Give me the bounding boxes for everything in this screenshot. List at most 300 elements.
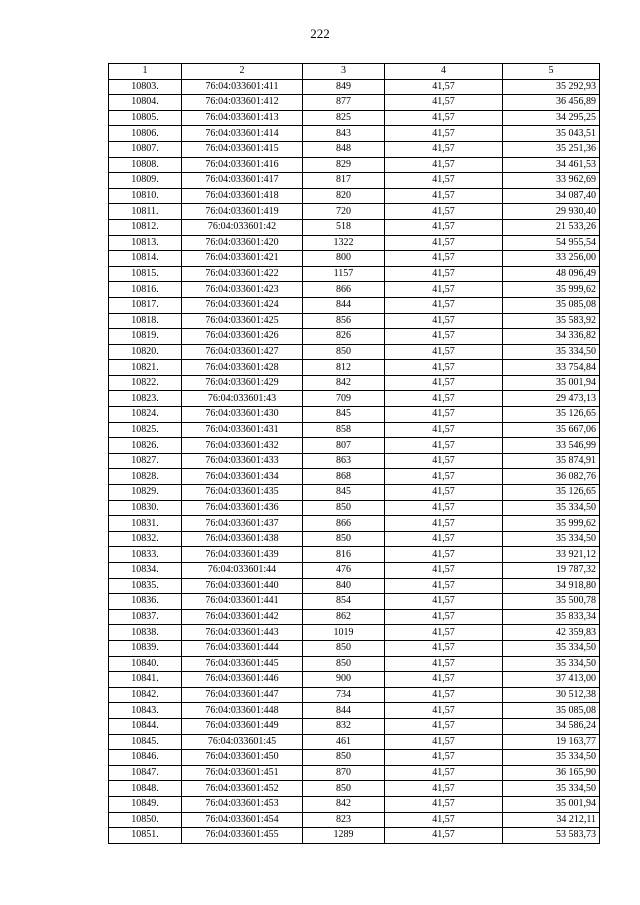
area-cell: 800 (303, 251, 385, 267)
row-number-cell: 10819. (109, 329, 182, 345)
amount-cell: 29 473,13 (503, 391, 600, 407)
rate-cell: 41,57 (385, 313, 503, 329)
table-row (109, 750, 600, 766)
amount-cell: 35 334,50 (503, 531, 600, 547)
cadastral-number-cell: 76:04:033601:429 (182, 375, 303, 391)
row-number-cell: 10836. (109, 594, 182, 610)
amount-cell: 36 456,89 (503, 95, 600, 111)
cadastral-number-cell: 76:04:033601:433 (182, 453, 303, 469)
amount-cell: 53 583,73 (503, 828, 600, 844)
rate-cell: 41,57 (385, 360, 503, 376)
area-cell: 850 (303, 344, 385, 360)
row-number-cell: 10830. (109, 500, 182, 516)
table-row (109, 812, 600, 828)
table-row (109, 282, 600, 298)
row-number-cell: 10815. (109, 266, 182, 282)
row-number-cell: 10840. (109, 656, 182, 672)
cadastral-number-cell: 76:04:033601:451 (182, 765, 303, 781)
table-row (109, 173, 600, 189)
rate-cell: 41,57 (385, 703, 503, 719)
rate-cell: 41,57 (385, 219, 503, 235)
cadastral-number-cell: 76:04:033601:428 (182, 360, 303, 376)
cadastral-number-cell: 76:04:033601:452 (182, 781, 303, 797)
row-number-cell: 10845. (109, 734, 182, 750)
cadastral-number-cell: 76:04:033601:454 (182, 812, 303, 828)
rate-cell: 41,57 (385, 500, 503, 516)
row-number-cell: 10838. (109, 625, 182, 641)
row-number-cell: 10849. (109, 796, 182, 812)
rate-cell: 41,57 (385, 828, 503, 844)
table-row (109, 126, 600, 142)
table-row (109, 563, 600, 579)
column-header-4: 4 (385, 64, 503, 80)
area-cell: 825 (303, 110, 385, 126)
row-number-cell: 10818. (109, 313, 182, 329)
rate-cell: 41,57 (385, 640, 503, 656)
amount-cell: 33 546,99 (503, 438, 600, 454)
amount-cell: 35 001,94 (503, 796, 600, 812)
cadastral-number-cell: 76:04:033601:450 (182, 750, 303, 766)
rate-cell: 41,57 (385, 687, 503, 703)
amount-cell: 35 043,51 (503, 126, 600, 142)
cadastral-number-cell: 76:04:033601:455 (182, 828, 303, 844)
row-number-cell: 10806. (109, 126, 182, 142)
rate-cell: 41,57 (385, 204, 503, 220)
rate-cell: 41,57 (385, 297, 503, 313)
row-number-cell: 10822. (109, 375, 182, 391)
amount-cell: 35 833,34 (503, 609, 600, 625)
table-row (109, 422, 600, 438)
rate-cell: 41,57 (385, 422, 503, 438)
amount-cell: 35 999,62 (503, 516, 600, 532)
row-number-cell: 10846. (109, 750, 182, 766)
cadastral-number-cell: 76:04:033601:414 (182, 126, 303, 142)
rate-cell: 41,57 (385, 750, 503, 766)
amount-cell: 36 082,76 (503, 469, 600, 485)
row-number-cell: 10843. (109, 703, 182, 719)
table-row (109, 110, 600, 126)
amount-cell: 35 085,08 (503, 703, 600, 719)
rate-cell: 41,57 (385, 95, 503, 111)
row-number-cell: 10842. (109, 687, 182, 703)
row-number-cell: 10847. (109, 765, 182, 781)
area-cell: 807 (303, 438, 385, 454)
amount-cell: 35 334,50 (503, 781, 600, 797)
table-row (109, 531, 600, 547)
rate-cell: 41,57 (385, 516, 503, 532)
rate-cell: 41,57 (385, 609, 503, 625)
rate-cell: 41,57 (385, 547, 503, 563)
cadastral-number-cell: 76:04:033601:413 (182, 110, 303, 126)
amount-cell: 30 512,38 (503, 687, 600, 703)
area-cell: 842 (303, 796, 385, 812)
area-cell: 832 (303, 718, 385, 734)
table-row (109, 79, 600, 95)
amount-cell: 35 126,65 (503, 485, 600, 501)
cadastral-number-cell: 76:04:033601:436 (182, 500, 303, 516)
area-cell: 518 (303, 219, 385, 235)
area-cell: 817 (303, 173, 385, 189)
table-row (109, 95, 600, 111)
table-row (109, 594, 600, 610)
rate-cell: 41,57 (385, 157, 503, 173)
rate-cell: 41,57 (385, 344, 503, 360)
row-number-cell: 10851. (109, 828, 182, 844)
amount-cell: 33 256,00 (503, 251, 600, 267)
area-cell: 848 (303, 141, 385, 157)
rate-cell: 41,57 (385, 110, 503, 126)
area-cell: 858 (303, 422, 385, 438)
rate-cell: 41,57 (385, 453, 503, 469)
amount-cell: 34 586,24 (503, 718, 600, 734)
table-row (109, 578, 600, 594)
amount-cell: 35 001,94 (503, 375, 600, 391)
amount-cell: 54 955,54 (503, 235, 600, 251)
rate-cell: 41,57 (385, 329, 503, 345)
row-number-cell: 10809. (109, 173, 182, 189)
rate-cell: 41,57 (385, 282, 503, 298)
table-row (109, 609, 600, 625)
area-cell: 816 (303, 547, 385, 563)
table-row (109, 765, 600, 781)
cadastral-number-cell: 76:04:033601:415 (182, 141, 303, 157)
row-number-cell: 10814. (109, 251, 182, 267)
cadastral-number-cell: 76:04:033601:417 (182, 173, 303, 189)
table-row (109, 141, 600, 157)
column-header-2: 2 (182, 64, 303, 80)
row-number-cell: 10835. (109, 578, 182, 594)
amount-cell: 35 999,62 (503, 282, 600, 298)
area-cell: 850 (303, 500, 385, 516)
amount-cell: 34 918,80 (503, 578, 600, 594)
area-cell: 842 (303, 375, 385, 391)
cadastral-number-cell: 76:04:033601:435 (182, 485, 303, 501)
area-cell: 709 (303, 391, 385, 407)
rate-cell: 41,57 (385, 796, 503, 812)
table-row (109, 251, 600, 267)
cadastral-number-cell: 76:04:033601:445 (182, 656, 303, 672)
area-cell: 720 (303, 204, 385, 220)
table-row (109, 297, 600, 313)
table-row (109, 219, 600, 235)
table-row (109, 485, 600, 501)
area-cell: 1289 (303, 828, 385, 844)
row-number-cell: 10850. (109, 812, 182, 828)
rate-cell: 41,57 (385, 126, 503, 142)
row-number-cell: 10823. (109, 391, 182, 407)
area-cell: 862 (303, 609, 385, 625)
rate-cell: 41,57 (385, 531, 503, 547)
row-number-cell: 10833. (109, 547, 182, 563)
rate-cell: 41,57 (385, 141, 503, 157)
area-cell: 1157 (303, 266, 385, 282)
amount-cell: 33 962,69 (503, 173, 600, 189)
area-cell: 812 (303, 360, 385, 376)
table-row (109, 796, 600, 812)
cadastral-number-cell: 76:04:033601:45 (182, 734, 303, 750)
area-cell: 476 (303, 563, 385, 579)
rate-cell: 41,57 (385, 235, 503, 251)
cadastral-number-cell: 76:04:033601:424 (182, 297, 303, 313)
page-number: 222 (310, 26, 330, 41)
cadastral-number-cell: 76:04:033601:438 (182, 531, 303, 547)
rate-cell: 41,57 (385, 485, 503, 501)
row-number-cell: 10808. (109, 157, 182, 173)
cadastral-number-cell: 76:04:033601:444 (182, 640, 303, 656)
rate-cell: 41,57 (385, 173, 503, 189)
amount-cell: 35 085,08 (503, 297, 600, 313)
table-row (109, 687, 600, 703)
area-cell: 863 (303, 453, 385, 469)
rate-cell: 41,57 (385, 266, 503, 282)
rate-cell: 41,57 (385, 438, 503, 454)
amount-cell: 34 212,11 (503, 812, 600, 828)
amount-cell: 35 874,91 (503, 453, 600, 469)
amount-cell: 35 334,50 (503, 500, 600, 516)
cadastral-number-cell: 76:04:033601:42 (182, 219, 303, 235)
row-number-cell: 10831. (109, 516, 182, 532)
cadastral-number-cell: 76:04:033601:426 (182, 329, 303, 345)
area-cell: 1322 (303, 235, 385, 251)
table-row (109, 360, 600, 376)
area-cell: 826 (303, 329, 385, 345)
rate-cell: 41,57 (385, 781, 503, 797)
row-number-cell: 10810. (109, 188, 182, 204)
amount-cell: 37 413,00 (503, 672, 600, 688)
row-number-cell: 10827. (109, 453, 182, 469)
table-body (109, 79, 600, 843)
amount-cell: 34 087,40 (503, 188, 600, 204)
row-number-cell: 10825. (109, 422, 182, 438)
amount-cell: 33 754,84 (503, 360, 600, 376)
amount-cell: 36 165,90 (503, 765, 600, 781)
amount-cell: 35 583,92 (503, 313, 600, 329)
rate-cell: 41,57 (385, 563, 503, 579)
row-number-cell: 10805. (109, 110, 182, 126)
amount-cell: 35 334,50 (503, 656, 600, 672)
rate-cell: 41,57 (385, 765, 503, 781)
rate-cell: 41,57 (385, 656, 503, 672)
cadastral-number-cell: 76:04:033601:418 (182, 188, 303, 204)
row-number-cell: 10803. (109, 79, 182, 95)
cadastral-number-cell: 76:04:033601:432 (182, 438, 303, 454)
area-cell: 461 (303, 734, 385, 750)
table-row (109, 391, 600, 407)
table-row (109, 375, 600, 391)
amount-cell: 35 500,78 (503, 594, 600, 610)
cadastral-number-cell: 76:04:033601:439 (182, 547, 303, 563)
amount-cell: 34 295,25 (503, 110, 600, 126)
cadastral-number-cell: 76:04:033601:431 (182, 422, 303, 438)
row-number-cell: 10832. (109, 531, 182, 547)
cadastral-number-cell: 76:04:033601:446 (182, 672, 303, 688)
area-cell: 866 (303, 282, 385, 298)
table-row (109, 329, 600, 345)
table-row (109, 718, 600, 734)
row-number-cell: 10816. (109, 282, 182, 298)
area-cell: 845 (303, 485, 385, 501)
cadastral-number-cell: 76:04:033601:453 (182, 796, 303, 812)
amount-cell: 35 334,50 (503, 344, 600, 360)
amount-cell: 35 667,06 (503, 422, 600, 438)
area-cell: 820 (303, 188, 385, 204)
cadastral-number-cell: 76:04:033601:449 (182, 718, 303, 734)
table-row (109, 781, 600, 797)
cadastral-number-cell: 76:04:033601:425 (182, 313, 303, 329)
table-row (109, 407, 600, 423)
table-row (109, 500, 600, 516)
cadastral-number-cell: 76:04:033601:416 (182, 157, 303, 173)
row-number-cell: 10837. (109, 609, 182, 625)
cadastral-number-cell: 76:04:033601:419 (182, 204, 303, 220)
cadastral-number-cell: 76:04:033601:440 (182, 578, 303, 594)
cadastral-number-cell: 76:04:033601:441 (182, 594, 303, 610)
row-number-cell: 10821. (109, 360, 182, 376)
row-number-cell: 10811. (109, 204, 182, 220)
area-cell: 840 (303, 578, 385, 594)
area-cell: 854 (303, 594, 385, 610)
area-cell: 1019 (303, 625, 385, 641)
area-cell: 823 (303, 812, 385, 828)
area-cell: 734 (303, 687, 385, 703)
row-number-cell: 10839. (109, 640, 182, 656)
area-cell: 868 (303, 469, 385, 485)
row-number-cell: 10848. (109, 781, 182, 797)
area-cell: 829 (303, 157, 385, 173)
table-row (109, 703, 600, 719)
row-number-cell: 10834. (109, 563, 182, 579)
row-number-cell: 10812. (109, 219, 182, 235)
table-row (109, 344, 600, 360)
area-cell: 850 (303, 531, 385, 547)
cadastral-number-cell: 76:04:033601:448 (182, 703, 303, 719)
cadastral-number-cell: 76:04:033601:411 (182, 79, 303, 95)
area-cell: 866 (303, 516, 385, 532)
column-header-3: 3 (303, 64, 385, 80)
row-number-cell: 10817. (109, 297, 182, 313)
table-row (109, 516, 600, 532)
area-cell: 877 (303, 95, 385, 111)
amount-cell: 35 251,36 (503, 141, 600, 157)
cadastral-number-cell: 76:04:033601:422 (182, 266, 303, 282)
table-row (109, 828, 600, 844)
cadastral-number-cell: 76:04:033601:412 (182, 95, 303, 111)
amount-cell: 21 533,26 (503, 219, 600, 235)
table-row (109, 656, 600, 672)
table-row (109, 453, 600, 469)
amount-cell: 35 334,50 (503, 750, 600, 766)
column-header-5: 5 (503, 64, 600, 80)
amount-cell: 48 096,49 (503, 266, 600, 282)
area-cell: 844 (303, 703, 385, 719)
row-number-cell: 10829. (109, 485, 182, 501)
amount-cell: 34 461,53 (503, 157, 600, 173)
rate-cell: 41,57 (385, 578, 503, 594)
amount-cell: 29 930,40 (503, 204, 600, 220)
area-cell: 844 (303, 297, 385, 313)
table-row (109, 266, 600, 282)
table-row (109, 235, 600, 251)
amount-cell: 35 126,65 (503, 407, 600, 423)
rate-cell: 41,57 (385, 625, 503, 641)
cadastral-number-cell: 76:04:033601:434 (182, 469, 303, 485)
area-cell: 843 (303, 126, 385, 142)
area-cell: 850 (303, 750, 385, 766)
row-number-cell: 10820. (109, 344, 182, 360)
row-number-cell: 10844. (109, 718, 182, 734)
amount-cell: 19 163,77 (503, 734, 600, 750)
amount-cell: 42 359,83 (503, 625, 600, 641)
header-row (109, 64, 600, 80)
table-row (109, 625, 600, 641)
amount-cell: 33 921,12 (503, 547, 600, 563)
cadastral-number-cell: 76:04:033601:447 (182, 687, 303, 703)
area-cell: 845 (303, 407, 385, 423)
column-header-1: 1 (109, 64, 182, 80)
cadastral-number-cell: 76:04:033601:420 (182, 235, 303, 251)
rate-cell: 41,57 (385, 594, 503, 610)
row-number-cell: 10804. (109, 95, 182, 111)
cadastral-number-cell: 76:04:033601:437 (182, 516, 303, 532)
cadastral-number-cell: 76:04:033601:442 (182, 609, 303, 625)
rate-cell: 41,57 (385, 672, 503, 688)
row-number-cell: 10841. (109, 672, 182, 688)
table-row (109, 438, 600, 454)
cadastral-number-cell: 76:04:033601:443 (182, 625, 303, 641)
row-number-cell: 10813. (109, 235, 182, 251)
amount-cell: 35 292,93 (503, 79, 600, 95)
table-row (109, 547, 600, 563)
table-row (109, 204, 600, 220)
amount-cell: 34 336,82 (503, 329, 600, 345)
rate-cell: 41,57 (385, 734, 503, 750)
area-cell: 850 (303, 656, 385, 672)
cadastral-number-cell: 76:04:033601:421 (182, 251, 303, 267)
row-number-cell: 10824. (109, 407, 182, 423)
cadastral-number-cell: 76:04:033601:44 (182, 563, 303, 579)
area-cell: 850 (303, 640, 385, 656)
rate-cell: 41,57 (385, 469, 503, 485)
rate-cell: 41,57 (385, 812, 503, 828)
row-number-cell: 10828. (109, 469, 182, 485)
area-cell: 856 (303, 313, 385, 329)
cadastral-number-cell: 76:04:033601:43 (182, 391, 303, 407)
area-cell: 849 (303, 79, 385, 95)
table-row (109, 734, 600, 750)
rate-cell: 41,57 (385, 375, 503, 391)
amount-cell: 35 334,50 (503, 640, 600, 656)
table-row (109, 157, 600, 173)
rate-cell: 41,57 (385, 251, 503, 267)
table-row (109, 469, 600, 485)
rate-cell: 41,57 (385, 79, 503, 95)
cadastral-number-cell: 76:04:033601:423 (182, 282, 303, 298)
table-row (109, 188, 600, 204)
table-row (109, 640, 600, 656)
data-table (108, 63, 600, 844)
rate-cell: 41,57 (385, 718, 503, 734)
row-number-cell: 10826. (109, 438, 182, 454)
cadastral-number-cell: 76:04:033601:430 (182, 407, 303, 423)
amount-cell: 19 787,32 (503, 563, 600, 579)
area-cell: 850 (303, 781, 385, 797)
rate-cell: 41,57 (385, 391, 503, 407)
area-cell: 870 (303, 765, 385, 781)
area-cell: 900 (303, 672, 385, 688)
cadastral-number-cell: 76:04:033601:427 (182, 344, 303, 360)
rate-cell: 41,57 (385, 407, 503, 423)
rate-cell: 41,57 (385, 188, 503, 204)
